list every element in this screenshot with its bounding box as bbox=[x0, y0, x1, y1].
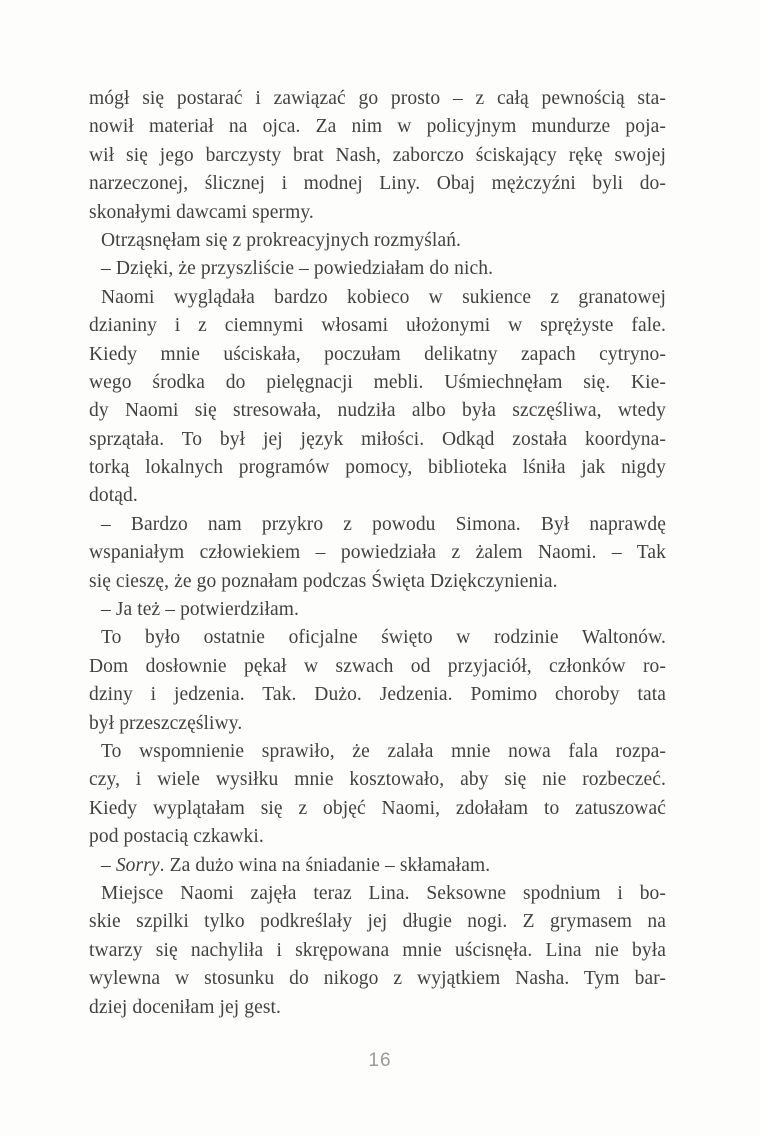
text-line: dziny i jedzenia. Tak. Dużo. Jedzenia. Pomimo choroby tata bbox=[89, 684, 666, 706]
text-line: Naomi wyglądała bardzo kobieco w sukience z granatowej bbox=[101, 286, 666, 308]
text-line: Miejsce Naomi zajęła teraz Lina. Seksowne spodnium i bo- bbox=[101, 882, 666, 904]
text-line: – Bardzo nam przykro z powodu Simona. Był naprawdę bbox=[101, 513, 666, 535]
text-line: – Sorry. Za dużo wina na śniadanie – skłamałam. bbox=[101, 854, 491, 876]
text-line: skie szpilki tylko podkreślały jej długie nogi. Z grymasem na bbox=[89, 911, 666, 933]
text-line: wylewna w stosunku do nikogo z wyjątkiem Nasha. Tym bar- bbox=[89, 968, 666, 990]
text-line: – Dzięki, że przyszliście – powiedziałam do nich. bbox=[101, 258, 494, 280]
text-line: się cieszę, że go poznałam podczas Święta Dziękczynienia. bbox=[89, 570, 558, 592]
text-line: narzeczonej, ślicznej i modnej Liny. Obaj mężczyźni byli do- bbox=[89, 173, 666, 195]
text-line: Dom dosłownie pękał w szwach od przyjaciół, członków ro- bbox=[89, 655, 666, 677]
text-line: sprzątała. To był jej język miłości. Odkąd została koordyna- bbox=[89, 428, 666, 450]
text-line: dotąd. bbox=[89, 485, 138, 507]
text-line: czy, i wiele wysiłku mnie kosztowało, aby się nie rozbeczeć. bbox=[89, 769, 666, 791]
text-line: był przeszczęśliwy. bbox=[89, 712, 243, 734]
text-line: To było ostatnie oficjalne święto w rodzinie Waltonów. bbox=[101, 627, 666, 649]
text-line: wił się jego barczysty brat Nash, zaborczo ściskający rękę swojej bbox=[89, 144, 666, 166]
page-text bbox=[89, 85, 666, 1022]
text-line: skonałymi dawcami spermy. bbox=[89, 201, 314, 223]
text-line: Otrząsnęłam się z prokreacyjnych rozmyślań. bbox=[101, 229, 462, 251]
text-line: Kiedy mnie uściskała, poczułam delikatny zapach cytryno- bbox=[89, 343, 666, 365]
text-line: Kiedy wyplątałam się z objęć Naomi, zdołałam to zatuszować bbox=[89, 797, 666, 819]
text-line: torką lokalnych programów pomocy, biblioteka lśniła jak nigdy bbox=[89, 457, 666, 479]
page-number: 16 bbox=[368, 1050, 392, 1071]
text-line: To wspomnienie sprawiło, że zalała mnie nowa fala rozpa- bbox=[101, 740, 666, 762]
text-line: nowił materiał na ojca. Za nim w policyjnym mundurze poja- bbox=[89, 116, 666, 138]
text-line: wego środka do pielęgnacji mebli. Uśmiechnęłam się. Kie- bbox=[89, 371, 666, 393]
text-line: dzianiny i z ciemnymi włosami ułożonymi w sprężyste fale. bbox=[89, 315, 666, 337]
text-line: dziej doceniłam jej gest. bbox=[89, 996, 282, 1018]
text-line: twarzy się nachyliła i skrępowana mnie uścisnęła. Lina nie była bbox=[89, 939, 666, 961]
text-line: – Ja też – potwierdziłam. bbox=[101, 599, 299, 621]
text-line: mógł się postarać i zawiązać go prosto – z całą pewnością sta- bbox=[89, 88, 666, 109]
text-line: pod postacią czkawki. bbox=[89, 826, 264, 848]
text-line: dy Naomi się stresowała, nudziła albo była szczęśliwa, wtedy bbox=[89, 400, 666, 422]
text-line: wspaniałym człowiekiem – powiedziała z żalem Naomi. – Tak bbox=[89, 542, 666, 564]
